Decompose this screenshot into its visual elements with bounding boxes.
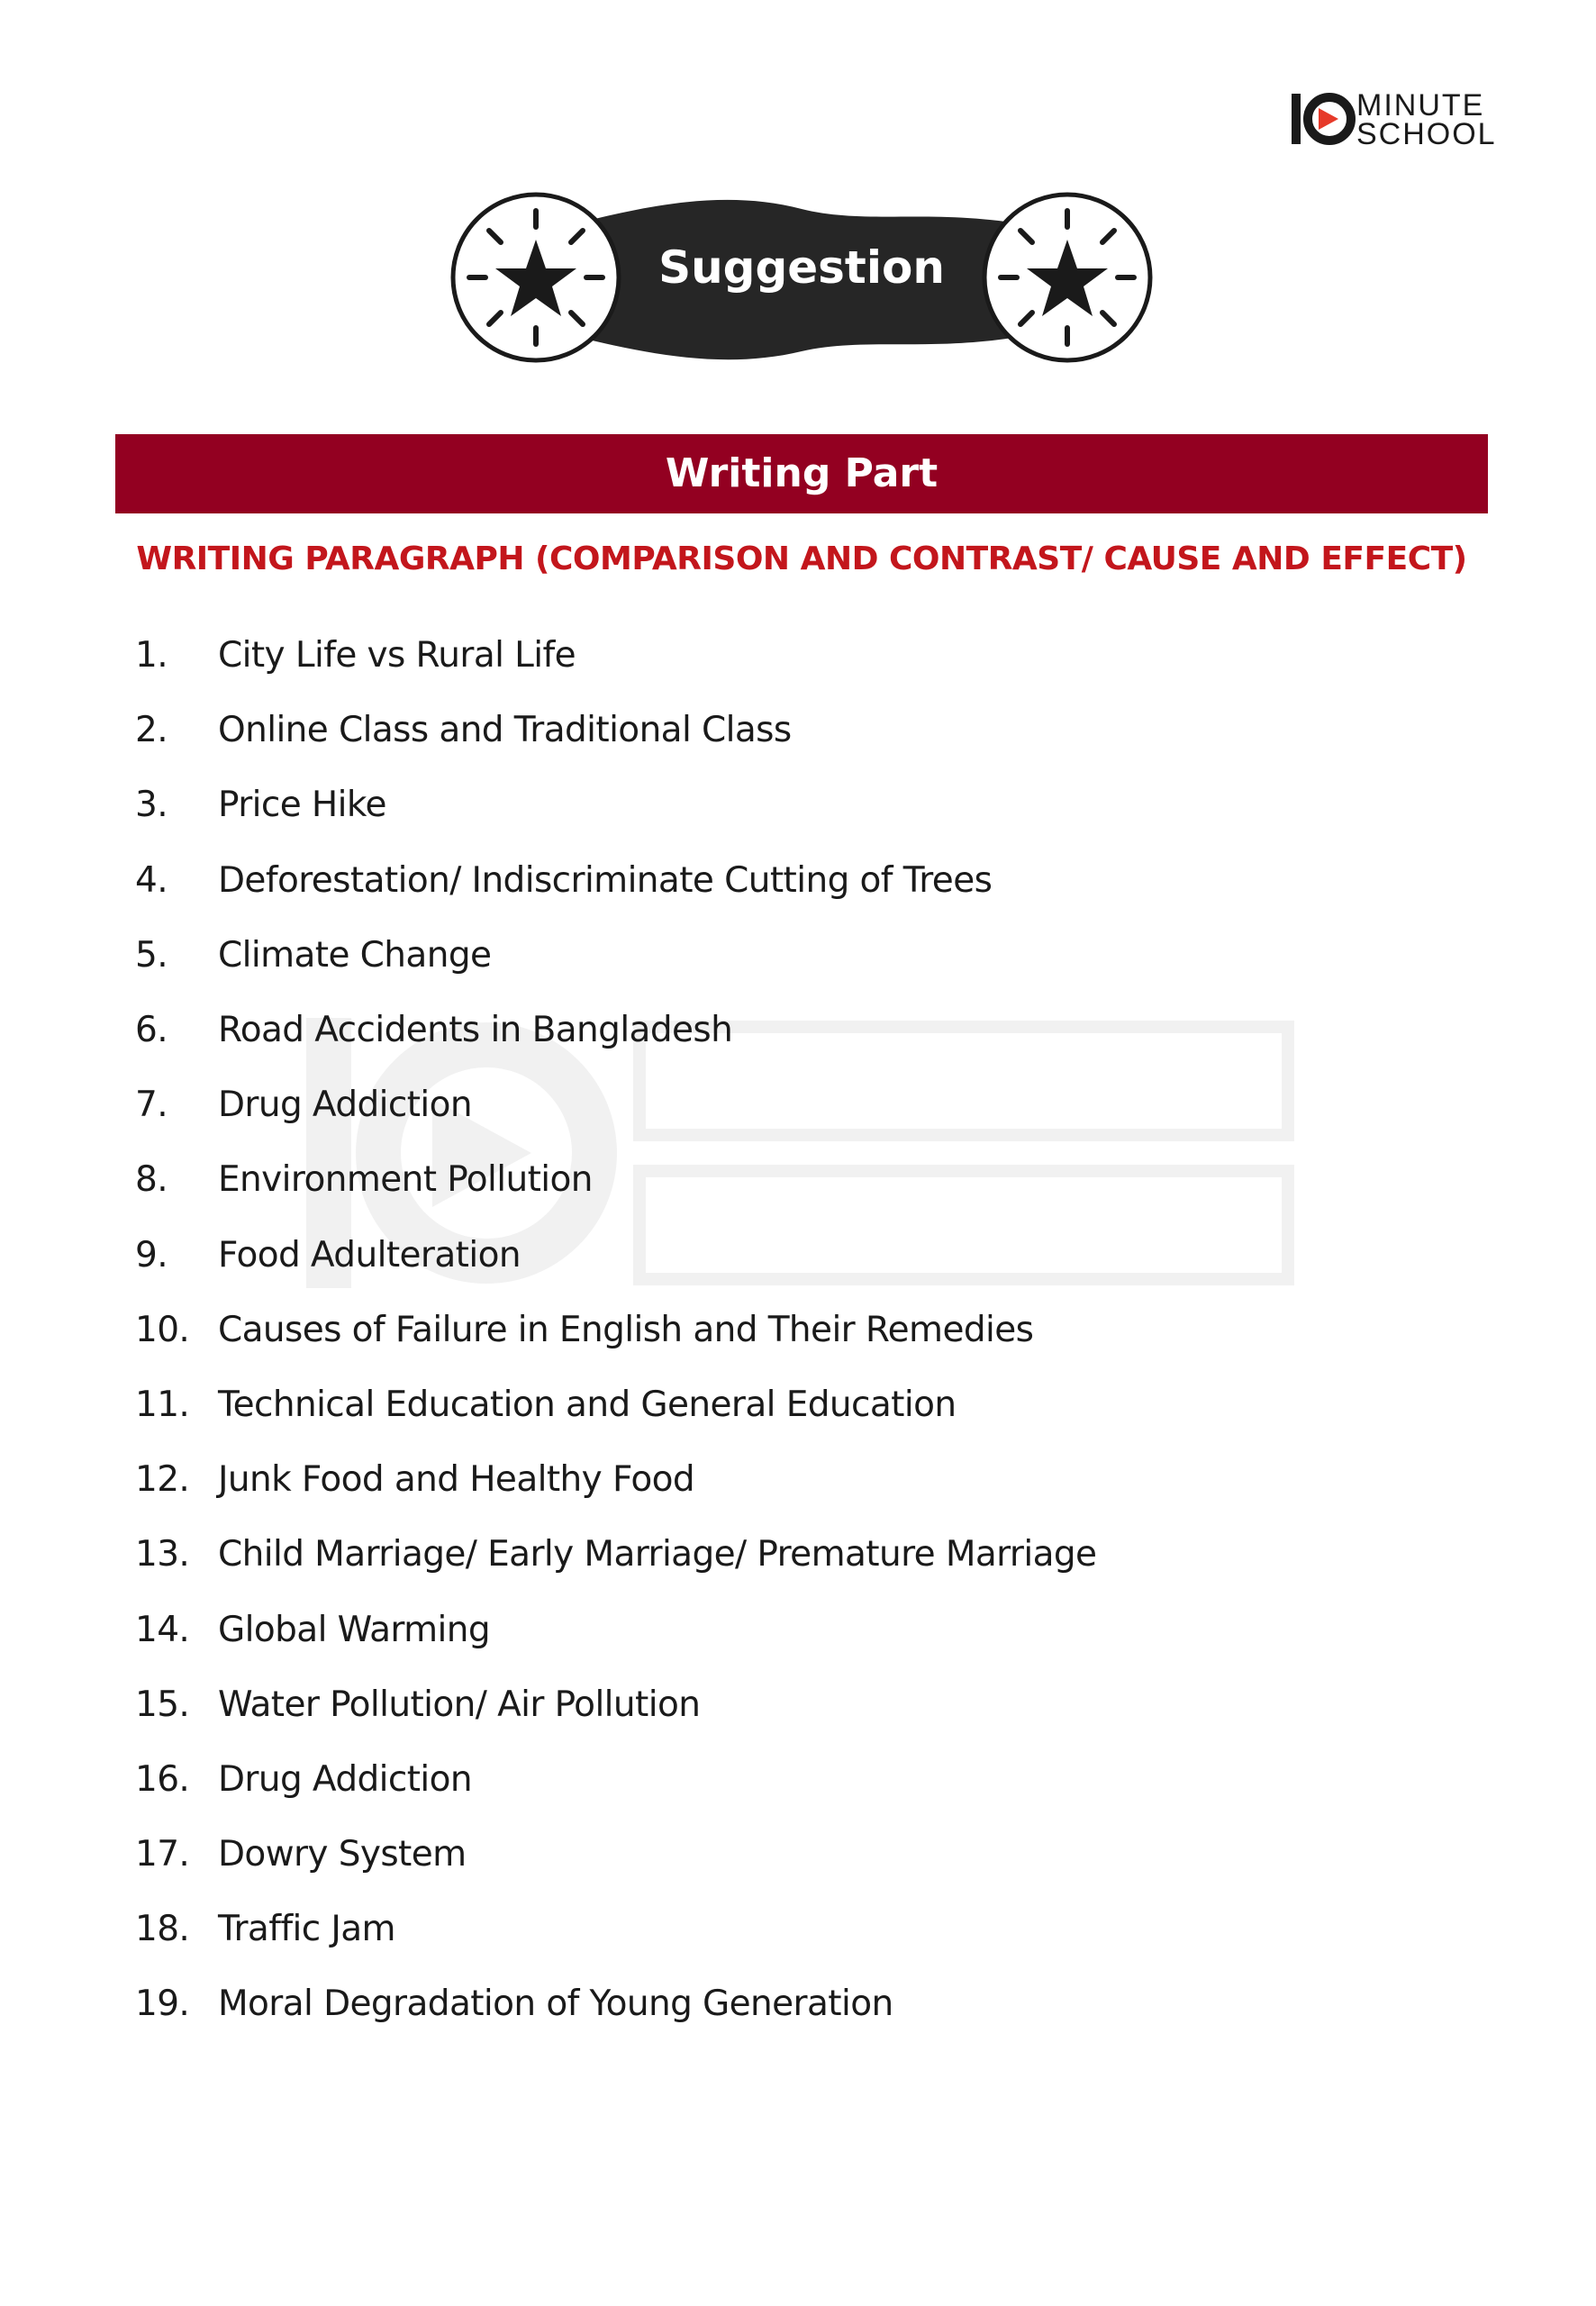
item-text: Food Adulteration [218,1234,521,1276]
item-number: 8. [135,1159,168,1201]
list-item [135,1442,1486,1517]
list-item [135,1293,1486,1367]
item-text: Child Marriage/ Early Marriage/ Premature Marriage [218,1534,1097,1575]
logo-word-school: SCHOOL [1356,117,1497,151]
item-text: Drug Addiction [218,1758,473,1800]
list-item [135,1517,1486,1592]
item-number: 6. [135,1010,168,1051]
item-text: Water Pollution/ Air Pollution [218,1684,701,1725]
list-item [135,1742,1486,1817]
item-text: Road Accidents in Bangladesh [218,1010,733,1051]
item-number: 19. [135,1984,190,2025]
item-number: 13. [135,1534,190,1575]
ten-minute-logo-icon [1288,86,1360,150]
list-item [135,618,1486,693]
star-burst-icon [453,195,619,360]
item-text: Climate Change [218,934,492,976]
list-item [135,1142,1486,1217]
item-number: 11. [135,1384,190,1425]
item-number: 14. [135,1609,190,1650]
section-title: Writing Part [665,450,939,496]
item-text: Technical Education and General Education [218,1384,957,1425]
item-text: Deforestation/ Indiscriminate Cutting of Trees [218,859,993,901]
item-number: 12. [135,1459,190,1501]
list-item [135,1067,1486,1142]
item-text: Drug Addiction [218,1085,473,1126]
item-number: 10. [135,1309,190,1350]
item-number: 18. [135,1909,190,1950]
item-number: 3. [135,785,168,826]
item-number: 1. [135,635,168,676]
item-text: Price Hike [218,785,386,826]
banner-title: Suggestion [658,241,945,294]
item-text: Junk Food and Healthy Food [218,1459,695,1501]
item-text: Traffic Jam [218,1909,395,1950]
section-header-bar [115,434,1488,513]
list-item [135,1592,1486,1666]
list-item [135,1218,1486,1293]
topic-list [135,618,1486,2042]
item-text: Dowry System [218,1834,467,1875]
item-number: 2. [135,710,168,751]
item-number: 15. [135,1684,190,1725]
item-number: 4. [135,859,168,901]
list-item [135,993,1486,1067]
list-item [135,918,1486,993]
list-item [135,1817,1486,1892]
item-text: Moral Degradation of Young Generation [218,1984,893,2025]
item-text: Causes of Failure in English and Their Remedies [218,1309,1034,1350]
list-item [135,1367,1486,1442]
list-item [135,1966,1486,2041]
item-number: 5. [135,934,168,976]
item-text: Environment Pollution [218,1159,593,1201]
star-burst-icon [984,195,1150,360]
section-subheading: WRITING PARAGRAPH (COMPARISON AND CONTRAST/ CAUSE AND EFFECT) [136,540,1467,577]
logo-word-minute: MINUTE [1356,88,1485,123]
list-item [135,767,1486,842]
item-text: City Life vs Rural Life [218,635,576,676]
list-item [135,843,1486,918]
item-number: 9. [135,1234,168,1276]
item-text: Online Class and Traditional Class [218,710,792,751]
list-item [135,693,1486,767]
list-item [135,1892,1486,1966]
item-number: 7. [135,1085,168,1126]
item-text: Global Warming [218,1609,491,1650]
list-item [135,1667,1486,1742]
item-number: 17. [135,1834,190,1875]
brand-logo [1288,86,1495,150]
item-number: 16. [135,1758,190,1800]
